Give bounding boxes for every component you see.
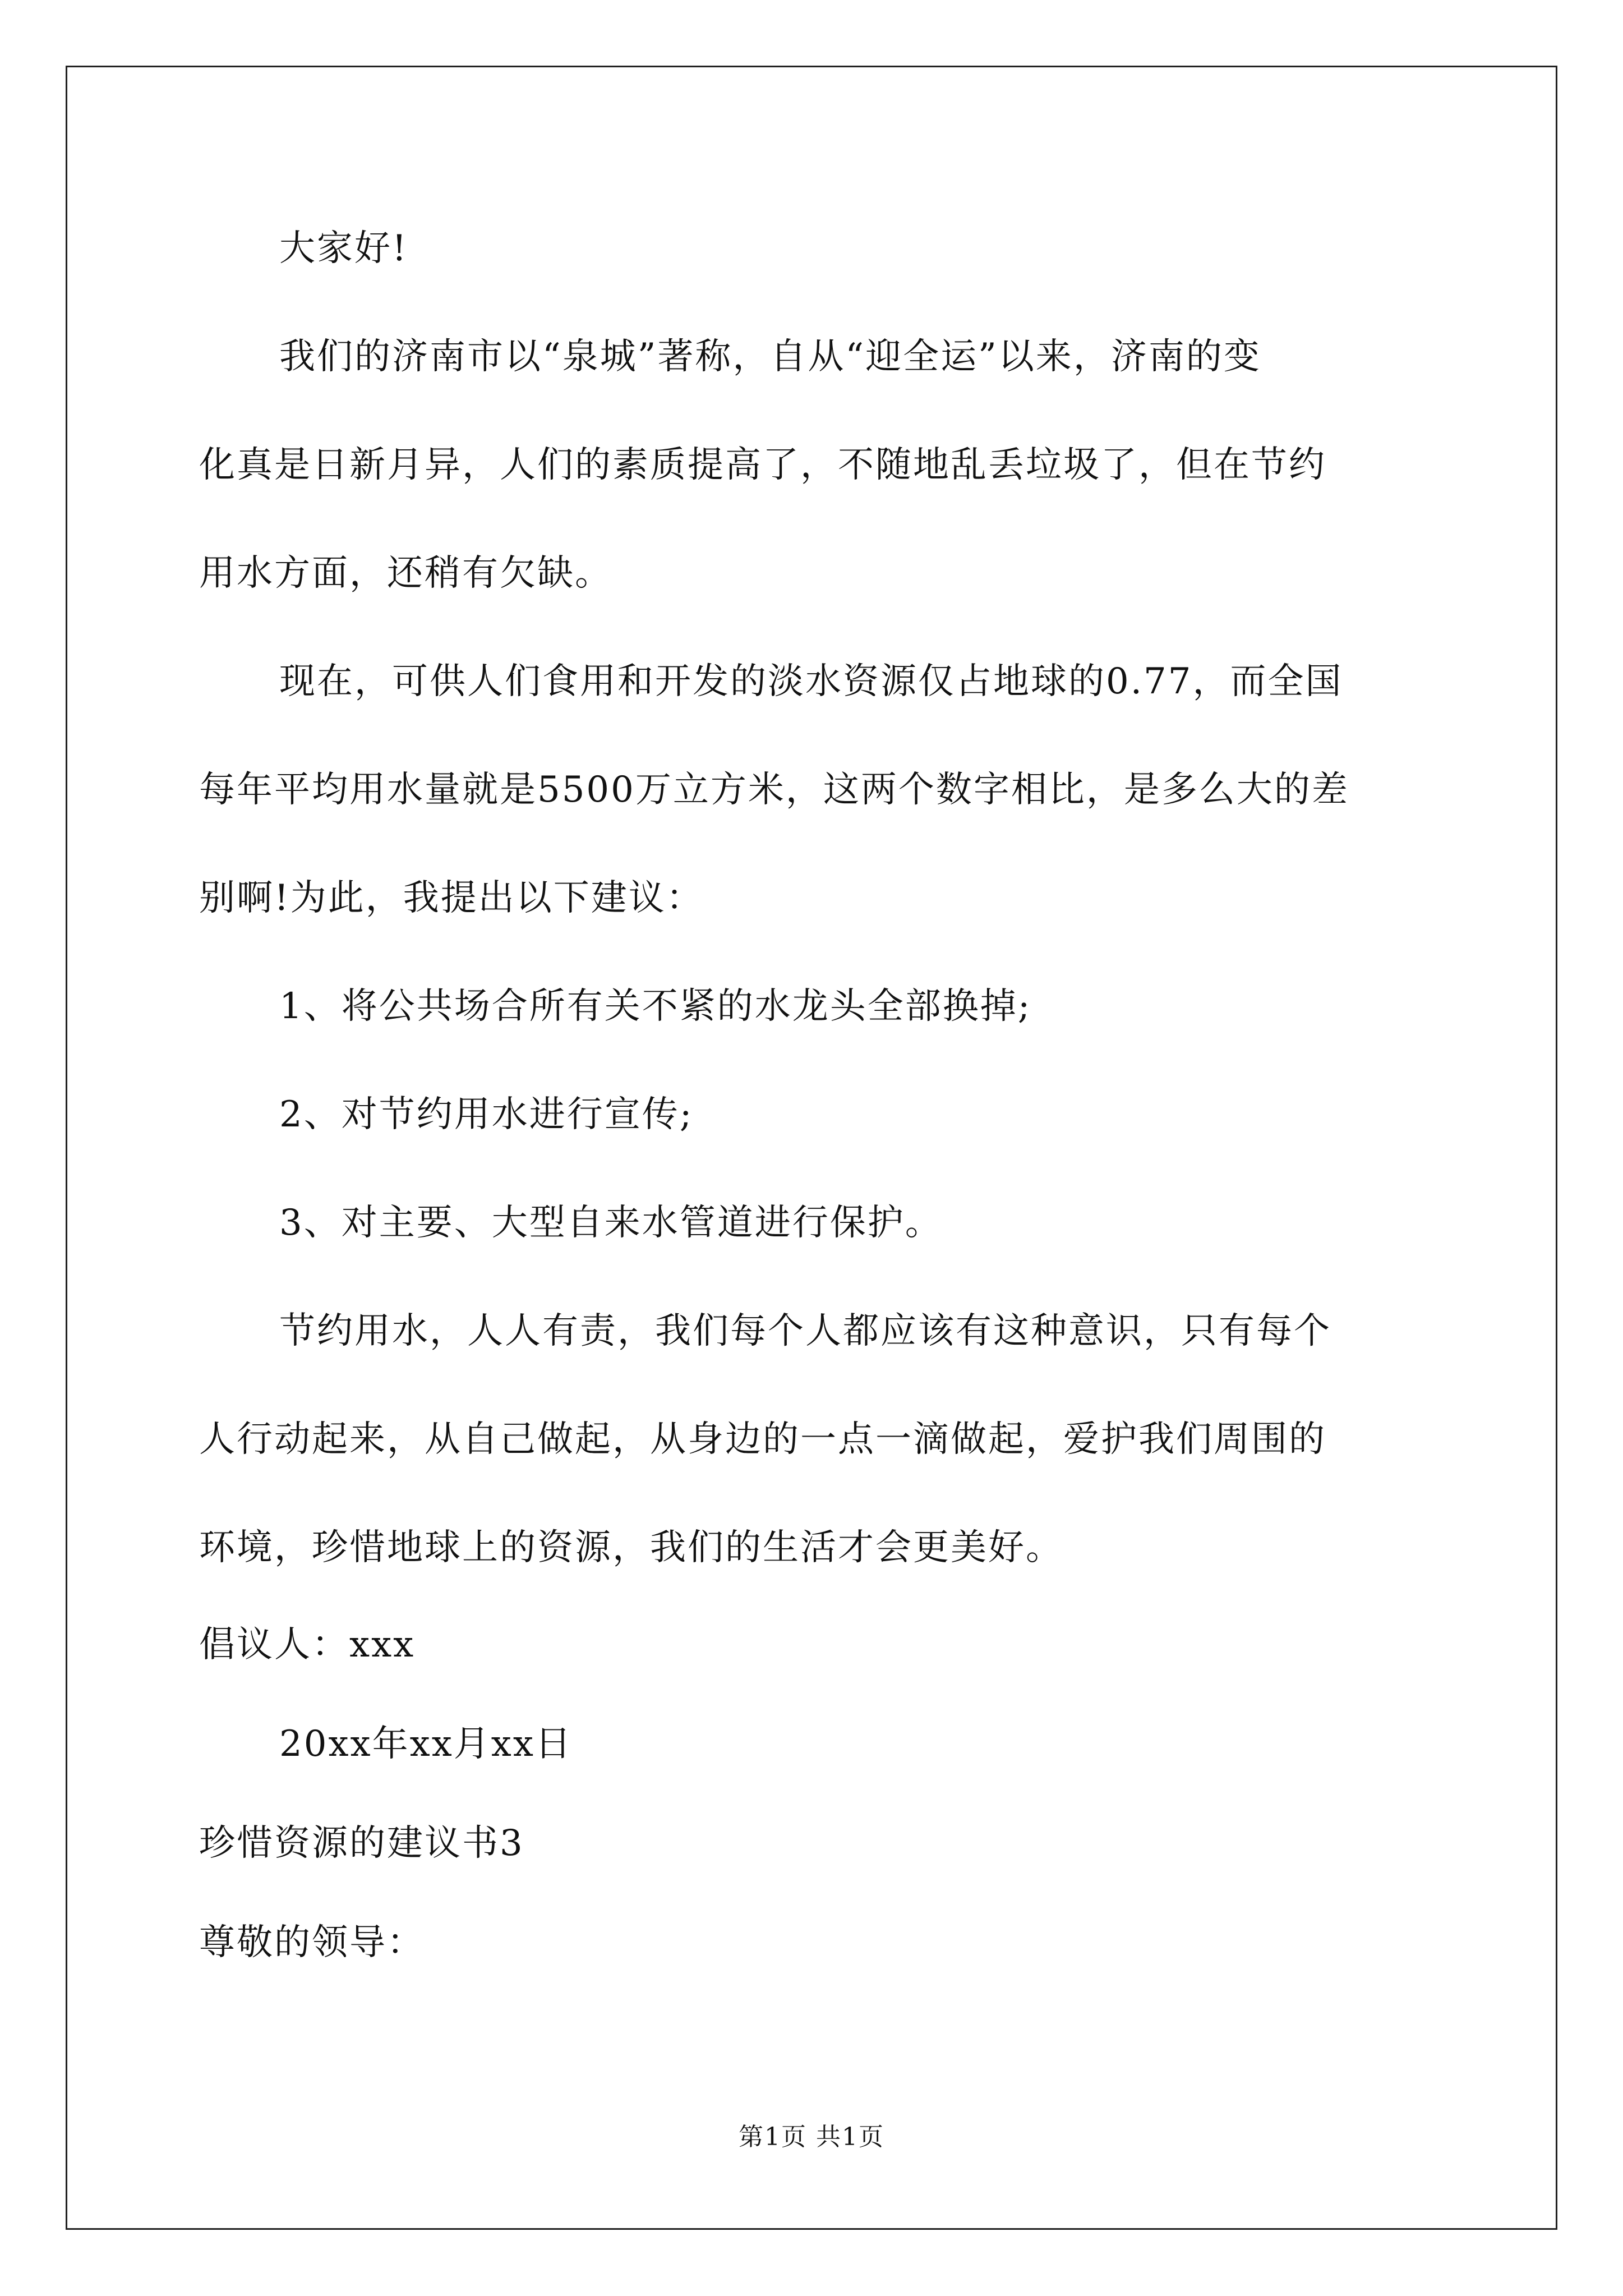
paragraph-3-line-1: 节约用水，人人有责，我们每个人都应该有这种意识，只有每个 bbox=[279, 1310, 1331, 1352]
suggestion-3: 3、对主要、大型自来水管道进行保护。 bbox=[279, 1202, 943, 1244]
paragraph-1-line-3: 用水方面，还稍有欠缺。 bbox=[199, 553, 612, 594]
paragraph-1-line-1: 我们的济南市以“泉城”著称，自从“迎全运”以来，济南的变 bbox=[279, 336, 1261, 378]
section-title: 珍惜资源的建议书3 bbox=[199, 1823, 524, 1864]
paragraph-3-line-2: 人行动起来，从自己做起，从身边的一点一滴做起，爱护我们周围的 bbox=[199, 1419, 1326, 1460]
initiator-line: 倡议人：xxx bbox=[199, 1624, 416, 1665]
paragraph-1-line-2: 化真是日新月异，人们的素质提高了，不随地乱丢垃圾了，但在节约 bbox=[199, 444, 1326, 486]
paragraph-3-line-3: 环境，珍惜地球上的资源，我们的生活才会更美好。 bbox=[199, 1527, 1063, 1568]
suggestion-1: 1、将公共场合所有关不紧的水龙头全部换掉; bbox=[279, 986, 1032, 1027]
paragraph-2-line-1: 现在，可供人们食用和开发的淡水资源仅占地球的0.77，而全国 bbox=[279, 661, 1343, 702]
page-border bbox=[66, 66, 1557, 2230]
greeting: 大家好! bbox=[279, 228, 408, 269]
page-footer: 第1页 共1页 bbox=[739, 2123, 884, 2151]
salutation: 尊敬的领导： bbox=[199, 1922, 425, 1963]
paragraph-2-line-3: 别啊!为此，我提出以下建议： bbox=[199, 877, 704, 919]
paragraph-2-line-2: 每年平均用水量就是5500万立方米，这两个数字相比，是多么大的差 bbox=[199, 769, 1349, 811]
date-line: 20xx年xx月xx日 bbox=[279, 1723, 573, 1765]
suggestion-2: 2、对节约用水进行宣传; bbox=[279, 1094, 694, 1135]
